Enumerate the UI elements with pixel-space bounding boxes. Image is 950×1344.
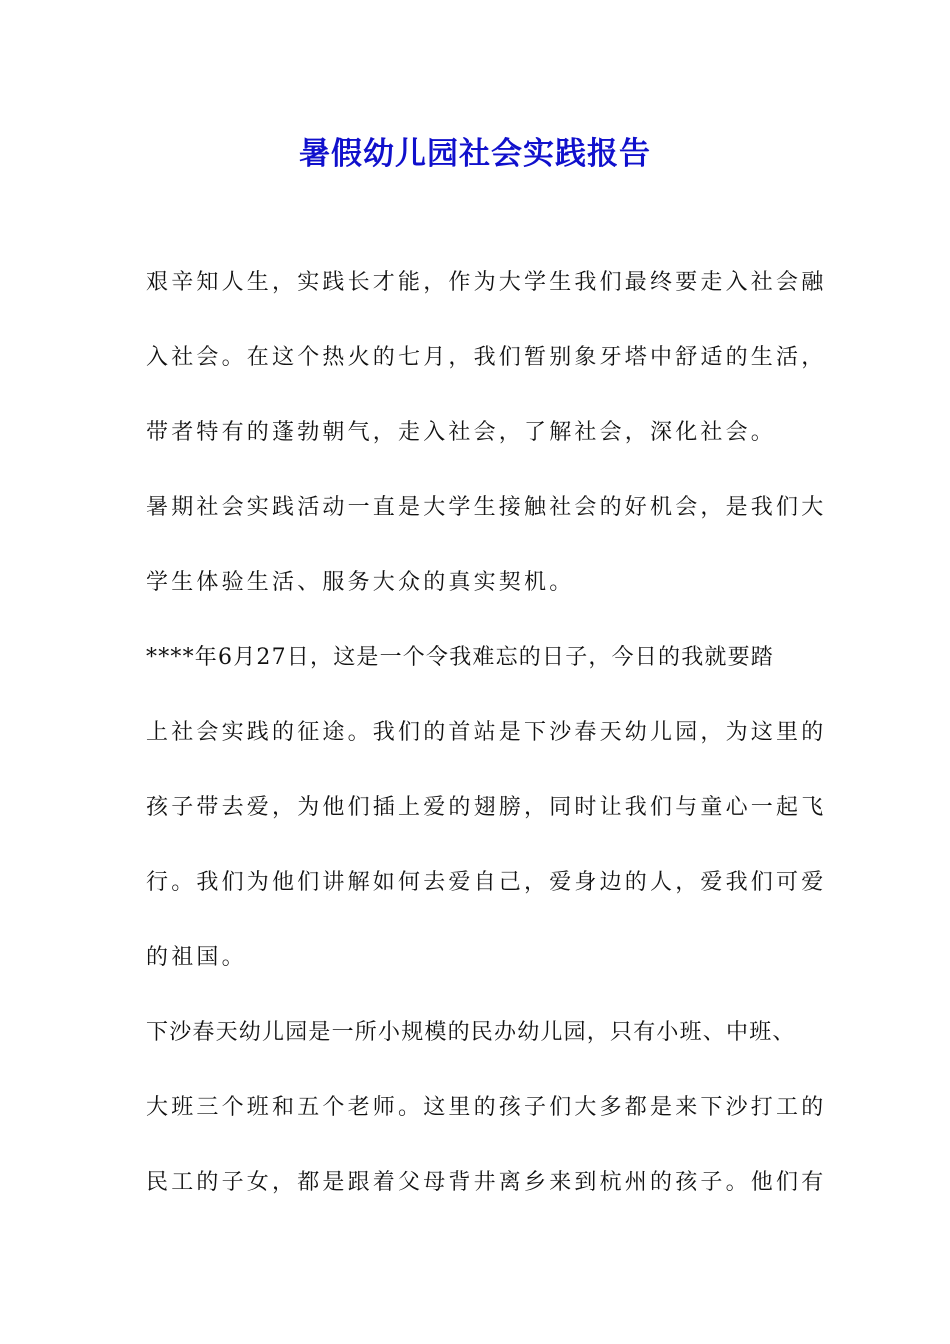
paragraph-line: 学生体验生活、服务大众的真实契机。: [146, 570, 575, 595]
paragraph-line: 的祖国。: [146, 945, 247, 970]
paragraph-line: 入社会。在这个热火的七月，我们暂别象牙塔中舒适的生活，: [146, 345, 827, 370]
paragraph-line: 暑期社会实践活动一直是大学生接触社会的好机会，是我们大: [146, 495, 827, 520]
paragraph-line: 带者特有的蓬勃朝气，走入社会，了解社会，深化社会。: [146, 420, 777, 445]
paragraph-line: 艰辛知人生，实践长才能，作为大学生我们最终要走入社会融: [146, 270, 827, 295]
paragraph-line: 大班三个班和五个老师。这里的孩子们大多都是来下沙打工的: [146, 1095, 827, 1120]
paragraph-line: 下沙春天幼儿园是一所小规模的民办幼儿园，只有小班、中班、: [146, 1020, 796, 1045]
paragraph-line: ****年6月27日，这是一个令我难忘的日子，今日的我就要踏: [146, 645, 774, 670]
paragraph-line: 民工的子女，都是跟着父母背井离乡来到杭州的孩子。他们有: [146, 1170, 827, 1195]
paragraph-line: 上社会实践的征途。我们的首站是下沙春天幼儿园，为这里的: [146, 720, 827, 745]
document-title: 暑假幼儿园社会实践报告: [299, 136, 651, 172]
paragraph-line: 孩子带去爱，为他们插上爱的翅膀，同时让我们与童心一起飞: [146, 795, 827, 820]
paragraph-line: 行。我们为他们讲解如何去爱自己，爱身边的人，爱我们可爱: [146, 870, 827, 895]
